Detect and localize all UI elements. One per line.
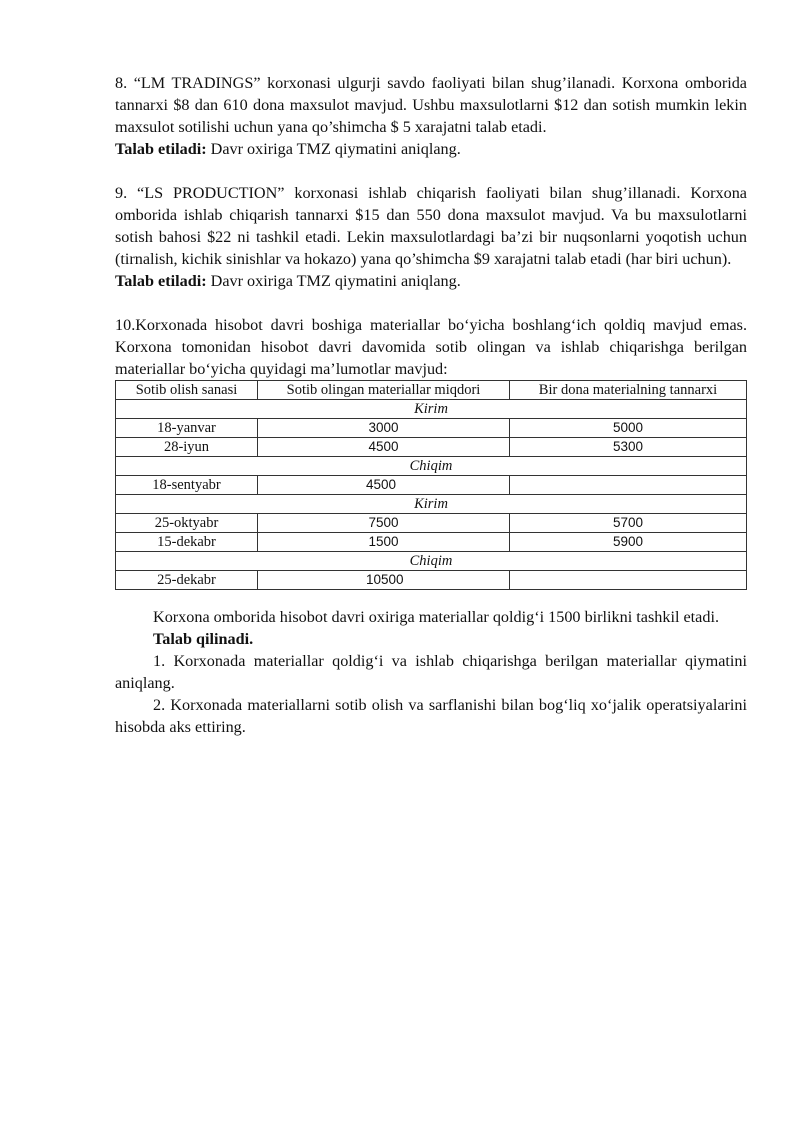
cell-unit-cost: 5700: [510, 514, 747, 533]
table-row: [116, 514, 747, 533]
table-row: [116, 419, 747, 438]
cell-unit-cost: [510, 476, 747, 495]
materials-table: [115, 380, 747, 590]
header-date: Sotib olish sanasi: [116, 381, 258, 400]
cell-unit-cost: 5300: [510, 438, 747, 457]
problem-9-requirement: [115, 270, 747, 292]
cell-unit-cost: 5900: [510, 533, 747, 552]
section-row: [116, 400, 747, 419]
section-row: [116, 552, 747, 571]
cell-quantity: 4500: [258, 476, 510, 495]
problem-8-text: 8. “LM TRADINGS” korxonasi ulgurji savdo faoliyati bilan shug’ilanadi. Korxona omborida tannarxi $8 dan 610 dona maxsulot mavjud. Ushbu maxsulotlarni $12 dan sotish mumkin lekin maxsulot sotilishi uchun yana qo’shimcha $ 5 xarajatni talab etadi.: [115, 74, 747, 136]
requirement-text: Davr oxiriga TMZ qiymatini aniqlang.: [206, 140, 461, 158]
table-row: [116, 476, 747, 495]
section-row: [116, 495, 747, 514]
cell-unit-cost: [510, 571, 747, 590]
problem-10-text: 10.Korxonada hisobot davri boshiga materiallar bo‘yicha boshlang‘ich qoldiq mavjud emas. Korxona tomonidan hisobot davri davomida sotib olingan va ishlab chiqarishga berilgan materiallar bo‘yicha quyidagi ma’lumotlar mavjud:: [115, 316, 747, 378]
requirement-label: Talab etiladi:: [115, 272, 207, 290]
cell-quantity: 10500: [258, 571, 510, 590]
requirement-text: Davr oxiriga TMZ qiymatini aniqlang.: [206, 272, 461, 290]
cell-date: 25-oktyabr: [116, 514, 258, 533]
header-unit-cost: Bir dona materialning tannarxi: [510, 381, 747, 400]
problem-9-text: 9. “LS PRODUCTION” korxonasi ishlab chiqarish faoliyati bilan shug’illanadi. Korxona omborida ishlab chiqarish tannarxi $15 dan 550 dona maxsulot mavjud. Va bu maxsulotlarni sotish bahosi $22 ni tashkil etadi. Lekin maxsulotlardagi ba’zi bir nuqsonlarni yoqotish uchun (tirnalish, kichik sinishlar va hokazo) yana qo’shimcha $9 xarajatni talab etadi (har biri uchun).: [115, 184, 747, 268]
table-row: [116, 533, 747, 552]
cell-quantity: 1500: [258, 533, 510, 552]
task-item: 1. Korxonada materiallar qoldig‘i va ishlab chiqarishga berilgan materiallar qiymatini aniqlang.: [115, 652, 747, 692]
cell-quantity: 4500: [258, 438, 510, 457]
section-label: Chiqim: [116, 552, 747, 571]
section-label: Kirim: [116, 495, 747, 514]
section-row: [116, 457, 747, 476]
section-label: Kirim: [116, 400, 747, 419]
header-quantity: Sotib olingan materiallar miqdori: [258, 381, 510, 400]
table-row: [116, 571, 747, 590]
cell-date: 18-yanvar: [116, 419, 258, 438]
section-label: Chiqim: [116, 457, 747, 476]
document-page: [115, 72, 747, 738]
cell-date: 28-iyun: [116, 438, 258, 457]
cell-date: 25-dekabr: [116, 571, 258, 590]
cell-quantity: 7500: [258, 514, 510, 533]
cell-date: 18-sentyabr: [116, 476, 258, 495]
table-row: [116, 438, 747, 457]
cell-date: 15-dekabr: [116, 533, 258, 552]
cell-quantity: 3000: [258, 419, 510, 438]
task-item: 2. Korxonada materiallarni sotib olish va sarflanishi bilan bog‘liq xo‘jalik operatsiyalarini hisobda aks ettiring.: [115, 696, 747, 736]
problem-10-requirement: [115, 628, 747, 650]
problem-8-requirement: [115, 138, 747, 160]
cell-unit-cost: 5000: [510, 419, 747, 438]
table-header-row: [116, 381, 747, 400]
problem-10-remainder: Korxona omborida hisobot davri oxiriga materiallar qoldig‘i 1500 birlikni tashkil etadi.: [153, 608, 719, 626]
requirement-label: Talab etiladi:: [115, 140, 207, 158]
requirement-label: Talab qilinadi.: [153, 630, 254, 648]
